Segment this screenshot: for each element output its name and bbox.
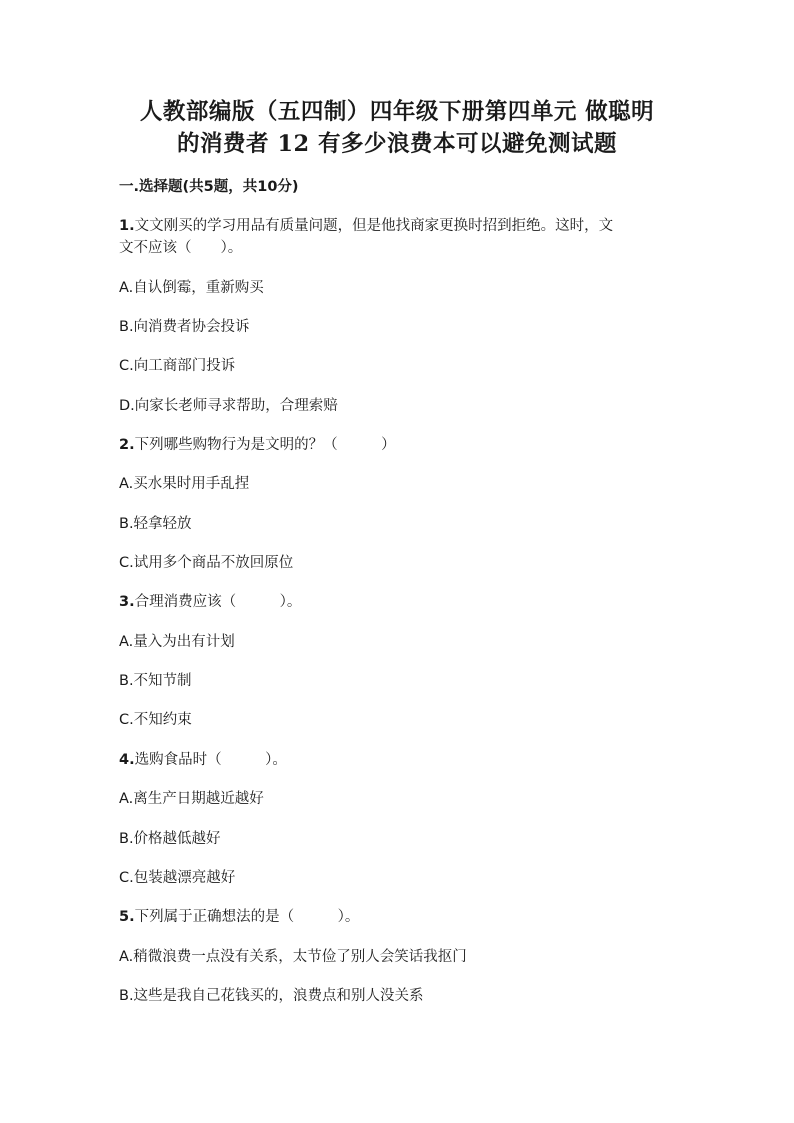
question-5-option-a: A.稍微浪费一点没有关系，太节俭了别人会笑话我抠门 xyxy=(119,949,467,965)
question-2-option-b: B.轻拿轻放 xyxy=(119,516,192,532)
question-5-option-b: B.这些是我自己花钱买的，浪费点和别人没关系 xyxy=(119,988,424,1004)
question-1 xyxy=(119,215,679,259)
question-1-number: 1. xyxy=(119,218,135,234)
question-2 xyxy=(119,435,396,455)
question-4 xyxy=(119,750,287,770)
question-2-option-a: A.买水果时用手乱捏 xyxy=(119,476,250,492)
question-4-text: 选购食品时（ ）。 xyxy=(134,752,287,768)
question-3-option-c: C.不知约束 xyxy=(119,712,192,728)
question-3-text: 合理消费应该（ ）。 xyxy=(134,594,302,610)
question-1-option-d: D.向家长老师寻求帮助，合理索赔 xyxy=(119,398,338,414)
question-5-number: 5. xyxy=(119,909,135,925)
question-1-option-a: A.自认倒霉，重新购买 xyxy=(119,280,264,296)
question-4-option-c: C.包装越漂亮越好 xyxy=(119,870,236,886)
question-1-text-line-1: 文文刚买的学习用品有质量问题，但是他找商家更换时招到拒绝。这时，文 xyxy=(134,218,614,234)
question-4-option-b: B.价格越低越好 xyxy=(119,831,221,847)
question-1-option-c: C.向工商部门投诉 xyxy=(119,358,236,374)
question-1-line-1 xyxy=(119,215,679,237)
question-4-number: 4. xyxy=(119,752,135,768)
question-3 xyxy=(119,592,301,612)
question-5-text: 下列属于正确想法的是（ ）。 xyxy=(134,909,360,925)
section-heading: 一.选择题(共5题，共10分) xyxy=(119,179,299,195)
question-2-text: 下列哪些购物行为是文明的？（ ） xyxy=(134,437,396,453)
title-line-1: 人教部编版（五四制）四年级下册第四单元 做聪明 xyxy=(139,99,655,125)
question-2-number: 2. xyxy=(119,437,135,453)
question-1-text-line-2: 文不应该（ ）。 xyxy=(119,240,243,256)
question-4-option-a: A.离生产日期越近越好 xyxy=(119,791,264,807)
question-3-option-a: A.量入为出有计划 xyxy=(119,634,235,650)
question-3-option-b: B.不知节制 xyxy=(119,673,192,689)
document-title xyxy=(100,96,694,160)
question-2-option-c: C.试用多个商品不放回原位 xyxy=(119,555,294,571)
question-1-option-b: B.向消费者协会投诉 xyxy=(119,319,250,335)
question-5 xyxy=(119,907,359,927)
title-line-2: 的消费者 12 有多少浪费本可以避免测试题 xyxy=(177,131,617,157)
question-3-number: 3. xyxy=(119,594,135,610)
